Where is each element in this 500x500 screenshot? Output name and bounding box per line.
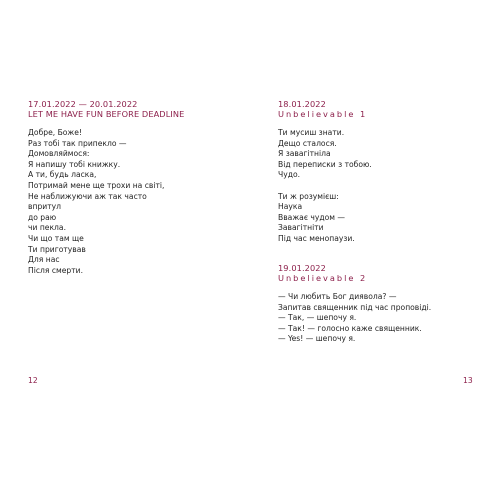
poem-line: Не наближуючи аж так часто xyxy=(28,191,147,201)
poem-line: — Так, — шепочу я. xyxy=(278,313,357,323)
poem-line: — Yes! — шепочу я. xyxy=(278,334,356,344)
poem-line: Ти ж розумієш: xyxy=(278,191,339,201)
poem-line: Добре, Боже! xyxy=(28,128,82,137)
poem-line: впритул xyxy=(28,202,61,212)
entry1-poem xyxy=(278,128,372,245)
poem-line: Чудо. xyxy=(278,170,301,180)
poem-line: Наука xyxy=(278,202,303,212)
poem-line: Під час менопаузи. xyxy=(278,233,355,243)
poem-line: А ти, будь ласка, xyxy=(28,170,97,180)
left-date: 17.01.2022 — 20.01.2022 xyxy=(28,99,138,109)
entry2-title: Unbelievable 2 xyxy=(278,273,368,283)
poem-line: чи пекла. xyxy=(28,223,66,233)
entry2-poem xyxy=(278,292,431,345)
right-page-number: 13 xyxy=(463,376,473,385)
entry2-heading xyxy=(278,263,367,283)
poem-line: Раз тобі так припекло — xyxy=(28,138,127,148)
left-page-number: 12 xyxy=(28,376,38,385)
poem-line: Дещо сталося. xyxy=(278,138,337,148)
poem-line: Після смерти. xyxy=(28,265,83,275)
entry2-date: 19.01.2022 xyxy=(278,263,326,273)
poem-line: Ти приготував xyxy=(28,244,86,254)
poem-line: Я напишу тобі книжку. xyxy=(28,159,121,169)
poem-line: Я завагітніла xyxy=(278,149,331,159)
entry1-title: Unbelievable 1 xyxy=(278,109,368,119)
left-title: LET ME HAVE FUN BEFORE DEADLINE xyxy=(28,109,185,119)
poem-line: Завагітніти xyxy=(278,223,324,233)
poem-line: Запитав священник під час проповіді. xyxy=(278,302,432,312)
poem-line: — Чи любить Бог диявола? — xyxy=(278,292,397,301)
stanza-gap xyxy=(278,181,372,192)
entry1-heading xyxy=(278,99,367,119)
poem-line: Вважає чудом — xyxy=(278,212,346,222)
poem-line: до раю xyxy=(28,212,57,222)
left-heading xyxy=(28,99,184,119)
poem-line: Домовляймося: xyxy=(28,149,90,159)
poem-line: — Так! — голосно каже священник. xyxy=(278,323,422,333)
poem-line: Від переписки з тобою. xyxy=(278,159,372,169)
poem-line: Чи що там ще xyxy=(28,233,84,243)
right-page xyxy=(250,0,500,500)
left-poem xyxy=(28,128,164,276)
poem-line: Для нас xyxy=(28,255,60,265)
poem-line: Ти мусиш знати. xyxy=(278,128,345,137)
entry1-date: 18.01.2022 xyxy=(278,99,326,109)
poem-line: Потримай мене ще трохи на світі, xyxy=(28,180,165,190)
